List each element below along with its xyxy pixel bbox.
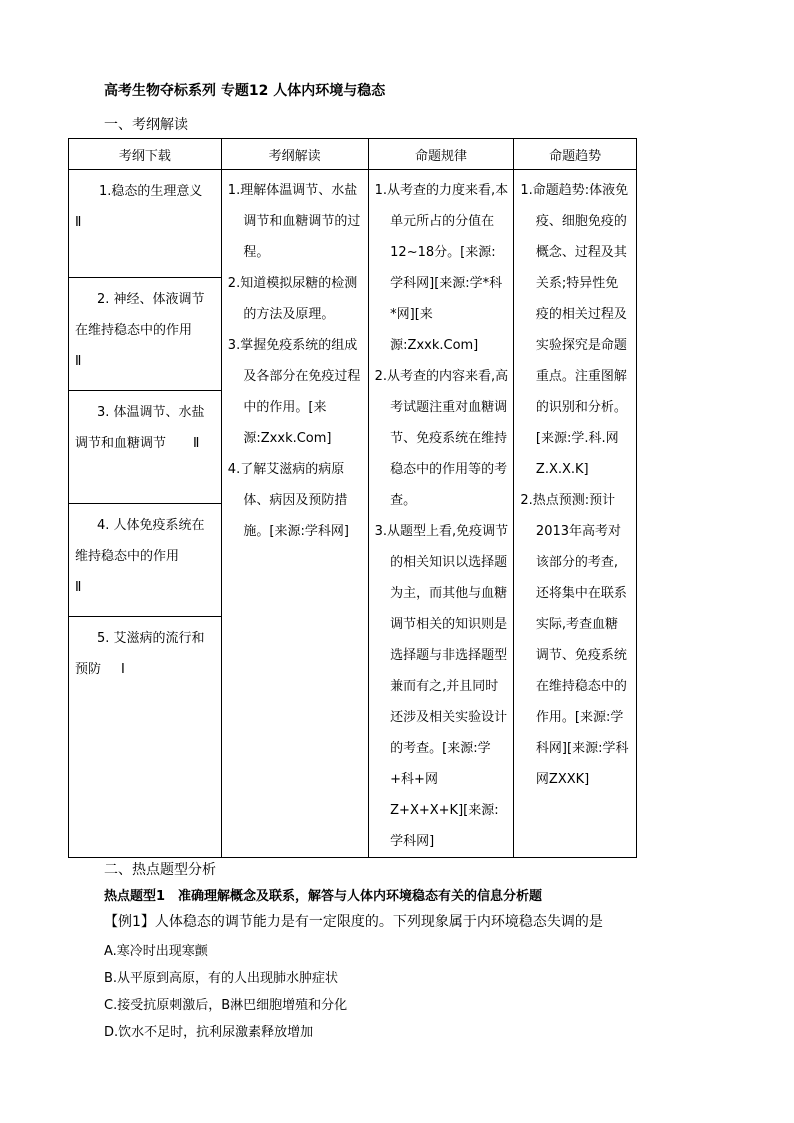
level-mark: Ⅱ (75, 580, 82, 595)
download-item-text: 1.稳态的生理意义 (99, 184, 203, 199)
pattern-item: 3.从题型上看,免疫调节的相关知识以选择题为主，而其他与血糖调节相关的知识则是选择题与非选择题型兼而有之,并且同时还涉及相关实验设计的考查。[来源:学+科+网Z+X+X+K][来源:学科网] (374, 524, 509, 849)
syllabus-table (68, 138, 637, 858)
interpretation-item: 4.了解艾滋病的病原体、病因及预防措施。[来源:学科网] (227, 462, 349, 539)
table-header-row (69, 139, 637, 170)
col-interpretation (221, 170, 368, 858)
trend-item: 2.热点预测:预计2013年高考对该部分的考查,还将集中在联系实际,考查血糖调节、免疫系统在维持稳态中的作用。[来源:学科网][来源:学科网ZXXK] (520, 493, 629, 787)
col-trend (514, 170, 637, 858)
download-item (69, 390, 221, 503)
interpretation-item: 1.理解体温调节、水盐调节和血糖调节的过程。 (227, 183, 361, 260)
level-mark: Ⅱ (193, 436, 200, 451)
doc-title: 高考生物夺标系列 专题12 人体内环境与稳态 (104, 83, 386, 99)
trend-list (514, 170, 636, 795)
header-exam-trend: 命题趋势 (514, 139, 637, 170)
download-item-text: 3. 体温调节、水盐调节和血糖调节 (75, 405, 205, 451)
pattern-list (369, 170, 514, 857)
download-item (69, 277, 221, 390)
header-syllabus-interpretation: 考纲解读 (221, 139, 368, 170)
download-item (69, 616, 221, 685)
download-item-text: 5. 艾滋病的流行和预防 (75, 631, 205, 677)
download-item-text: 4. 人体免疫系统在维持稳态中的作用 (75, 518, 205, 564)
pattern-item: 1.从考查的力度来看,本单元所占的分值在12~18分。[来源:学科网][来源:学*科*网][来源:Zxxk.Com] (374, 183, 509, 353)
interpretation-item: 3.掌握免疫系统的组成及各部分在免疫过程中的作用。[来源:Zxxk.Com] (227, 338, 361, 446)
col-download (69, 170, 222, 858)
hot-topic-heading: 热点题型1 准确理解概念及联系，解答与人体内环境稳态有关的信息分析题 (104, 889, 543, 904)
section-heading-analysis: 二、热点题型分析 (104, 862, 216, 878)
header-exam-pattern: 命题规律 (368, 139, 514, 170)
interpretation-list (222, 170, 368, 547)
level-mark: Ⅱ (75, 215, 82, 230)
interpretation-item: 2.知道模拟尿糖的检测的方法及原理。 (227, 276, 358, 322)
col-pattern (368, 170, 514, 858)
trend-item: 1.命题趋势:体液免疫、细胞免疫的概念、过程及其关系;特异性免疫的相关过程及实验探究是命题重点。注重图解的识别和分析。[来源:学.科.网Z.X.X.K] (520, 183, 629, 477)
download-item (69, 170, 221, 277)
example-question: 【例1】人体稳态的调节能力是有一定限度的。下列现象属于内环境稳态失调的是 (104, 914, 603, 930)
option-d: D.饮水不足时，抗利尿激素释放增加 (104, 1025, 314, 1040)
section-heading-outline: 一、考纲解读 (104, 117, 188, 133)
level-mark: Ⅰ (121, 662, 125, 677)
header-syllabus-download: 考纲下载 (69, 139, 222, 170)
table-body-row (69, 170, 637, 858)
download-item-text: 2. 神经、体液调节在维持稳态中的作用 (75, 292, 205, 338)
download-item (69, 503, 221, 616)
pattern-item: 2.从考查的内容来看,高考试题注重对血糖调节、免疫系统在维持稳态中的作用等的考查。 (374, 369, 509, 508)
option-a: A.寒冷时出现寒颤 (104, 944, 208, 959)
option-c: C.接受抗原刺激后，B淋巴细胞增殖和分化 (104, 998, 348, 1013)
option-b: B.从平原到高原，有的人出现肺水肿症状 (104, 971, 339, 986)
level-mark: Ⅱ (75, 354, 82, 369)
